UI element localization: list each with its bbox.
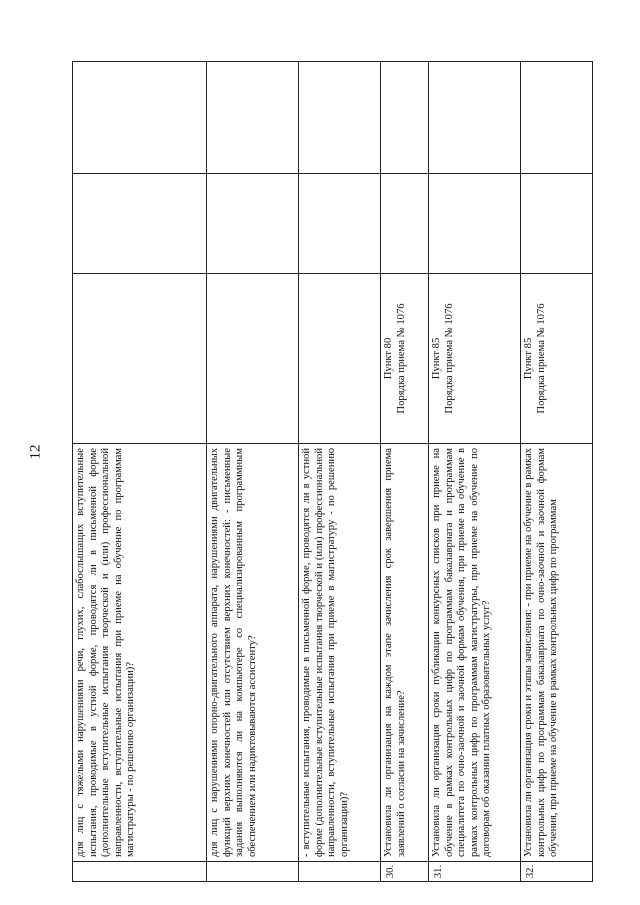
table-row	[381, 62, 429, 882]
answer-cell	[429, 174, 521, 274]
reference-document: Порядка приема № 1076	[535, 303, 547, 414]
reference-point: Пункт 85	[431, 337, 442, 380]
answer-cell	[521, 174, 593, 274]
question-text: для лиц с тяжелыми нарушениями речи, глухих, слабослышащих вступительные испытания, проводимые в устной форме, проводятся ли в письменной форме (дополнительные вступительные испытания творческой и (или) профессиональной направленности, вступительные испытания при приеме на обучение по программам магистратуры - по решению организации)?	[73, 444, 207, 862]
row-number	[207, 862, 299, 882]
note-cell	[299, 62, 381, 174]
table-row	[73, 62, 207, 882]
question-text: Установила ли организация сроки публикации конкурсных списков при приеме на обучение в рамках контрольных цифр по программам бакалавриата и программам специалитета по очно-заочной и заочной формам обучения, при приеме на обучение в рамках контрольных цифр по программам магистратуры, при приеме на обучение по договорам об оказании платных образовательных услуг?	[429, 444, 521, 862]
answer-cell	[73, 174, 207, 274]
reference-document: Порядка приема № 1076	[443, 303, 455, 414]
reference-cell	[207, 274, 299, 444]
answer-cell	[207, 174, 299, 274]
answer-cell	[381, 174, 429, 274]
note-cell	[381, 62, 429, 174]
table-row	[299, 62, 381, 882]
row-number	[299, 862, 381, 882]
page-number: 12	[27, 444, 44, 460]
reference-cell	[521, 274, 593, 444]
reference-cell	[381, 274, 429, 444]
question-text: Установила ли организация сроки и этапы зачисления: - при приеме на обучение в рамках контрольных цифр по программам бакалавриата по очно-заочной и заочной формам обучения, при приеме на обучение в рамках контрольных цифр по программам	[521, 444, 593, 862]
note-cell	[521, 62, 593, 174]
note-cell	[429, 62, 521, 174]
question-text: Установила ли организация на каждом этапе зачисления срок завершения приема заявлений о согласии на зачисление?	[381, 444, 429, 862]
reference-cell	[429, 274, 521, 444]
answer-cell	[299, 174, 381, 274]
question-text: для лиц с нарушениями опорно-двигательного аппарата, нарушениями двигательных функций верхних конечностей или отсутствием верхних конечностей: - письменные задания выполняются ли на компьютере со специализированным программным обеспечением или надиктовываются ассистенту?	[207, 444, 299, 862]
reference-cell	[73, 274, 207, 444]
reference-point: Пункт 80	[383, 337, 394, 380]
row-number: 32.	[521, 862, 593, 882]
reference-document: Порядка приема № 1076	[395, 303, 407, 414]
row-number: 31.	[429, 862, 521, 882]
question-text: - вступительные испытания, проводимые в письменной форме, проводятся ли в устной форме (дополнительные вступительные испытания творческой и (или) профессиональной направленности, вступительные испытания при приеме в магистратуру - по решению организации)?	[299, 444, 381, 862]
table-row	[521, 62, 593, 882]
note-cell	[73, 62, 207, 174]
note-cell	[207, 62, 299, 174]
table-row	[207, 62, 299, 882]
row-number	[73, 862, 207, 882]
table-row	[429, 62, 521, 882]
reference-cell	[299, 274, 381, 444]
row-number: 30.	[381, 862, 429, 882]
reference-point: Пункт 85	[523, 337, 534, 380]
checklist-table	[72, 61, 593, 882]
document-sheet	[72, 62, 592, 882]
checklist-table-rotated	[72, 62, 592, 882]
